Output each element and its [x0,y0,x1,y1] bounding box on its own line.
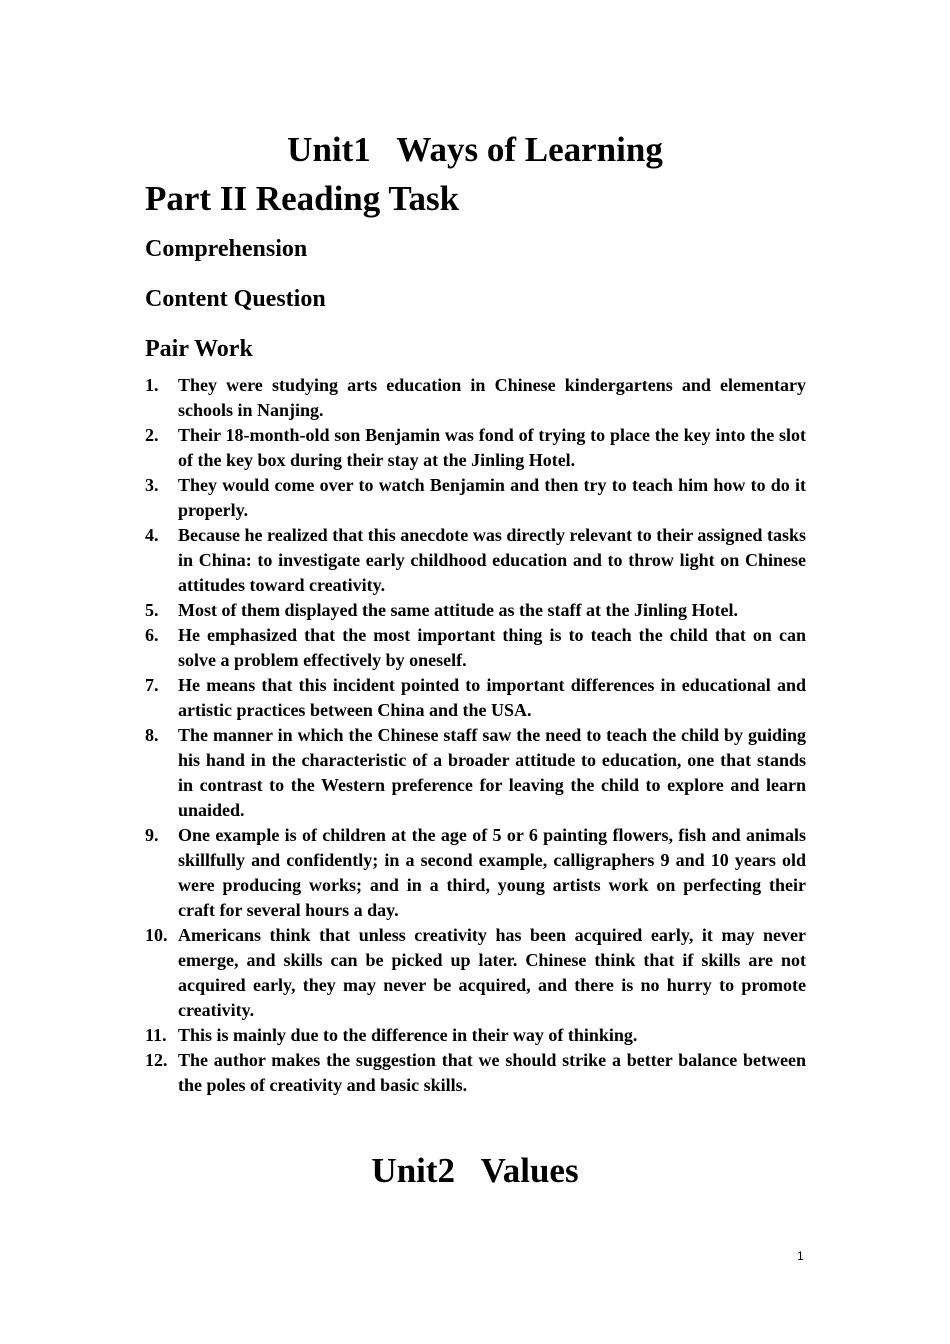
heading-comprehension: Comprehension [145,236,308,262]
answer-item [145,923,806,1023]
answer-text: One example is of children at the age of 5 or 6 painting flowers, fish and animals skillfully and confidently; in a second example, calligraphers 9 and 10 years old were producing works; and in a third, young artists work on perfecting their craft for several hours a day. [178,825,806,920]
answer-item [145,523,806,598]
answer-item [145,823,806,923]
answer-list [145,373,806,1098]
heading-content-question: Content Question [145,286,326,312]
page-number: 1 [797,1249,804,1263]
answer-item [145,423,806,473]
answer-number: 10. [145,925,168,945]
answer-item [145,673,806,723]
answer-item [145,723,806,823]
answer-item [145,1048,806,1098]
answer-text: They would come over to watch Benjamin and then try to teach him how to do it properly. [178,475,806,520]
answer-item [145,1023,806,1048]
answer-text: The manner in which the Chinese staff saw the need to teach the child by guiding his hand in the characteristic of a broader attitude to education, one that stands in contrast to the Western preference for leaving the child to explore and learn unaided. [178,725,806,820]
answer-text: Most of them displayed the same attitude as the staff at the Jinling Hotel. [178,600,738,620]
answer-number: 2. [145,425,159,445]
part-title: Part II Reading Task [145,179,460,218]
answer-text: They were studying arts education in Chinese kindergartens and elementary schools in Nanjing. [178,375,806,420]
unit2-title: Unit2 Values [371,1151,579,1190]
unit1-title: Unit1 Ways of Learning [287,130,663,169]
heading-pair-work: Pair Work [145,336,253,362]
answer-text: Americans think that unless creativity has been acquired early, it may never emerge, and skills can be picked up later. Chinese think that if skills are not acquired early, they may never be acquired, and there is no hurry to promote creativity. [178,925,806,1020]
answer-number: 11. [145,1025,167,1045]
answer-number: 3. [145,475,159,495]
answer-number: 4. [145,525,159,545]
answer-item [145,473,806,523]
answer-number: 5. [145,600,159,620]
answer-number: 1. [145,375,159,395]
answer-text: He means that this incident pointed to important differences in educational and artistic practices between China and the USA. [178,675,806,720]
answer-item [145,373,806,423]
answer-item [145,598,806,623]
answer-number: 12. [145,1050,168,1070]
answer-text: The author makes the suggestion that we should strike a better balance between the poles of creativity and basic skills. [178,1050,806,1095]
answer-text: Because he realized that this anecdote was directly relevant to their assigned tasks in China: to investigate early childhood education and to throw light on Chinese attitudes toward creativity. [178,525,806,595]
answer-number: 8. [145,725,159,745]
answer-text: He emphasized that the most important thing is to teach the child that on can solve a problem effectively by oneself. [178,625,806,670]
answer-text: Their 18-month-old son Benjamin was fond of trying to place the key into the slot of the key box during their stay at the Jinling Hotel. [178,425,806,470]
answer-number: 6. [145,625,159,645]
answer-number: 9. [145,825,159,845]
answer-number: 7. [145,675,159,695]
answer-item [145,623,806,673]
answer-text: This is mainly due to the difference in their way of thinking. [178,1025,638,1045]
